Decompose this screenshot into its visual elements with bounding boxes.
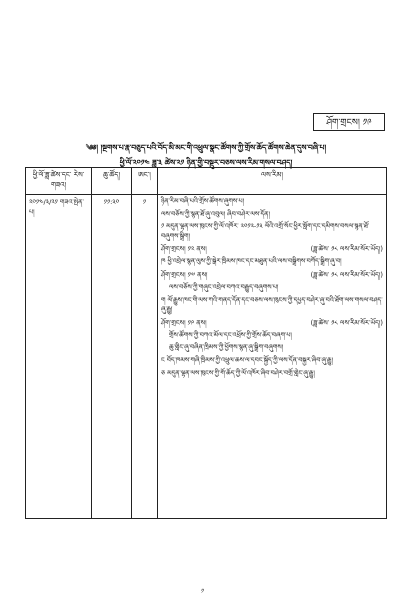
footer-page-number: ༡ [201, 588, 204, 595]
table-row [26, 195, 387, 519]
agenda-cell [158, 195, 387, 519]
agenda-subtitle: ལས་བཅོས་ཀྱི་སྙན་ཐོ་ཞུ་འབུལ། ཞིབ་བཤེར་ལས་དོན། [161, 209, 270, 218]
document-title: ༄༅། །སྔགས་པ་རྣ་བཅུད་པའི་བོད་མི་མང་གི་འཕྲུལ་སྣང་ཚོགས་ཀྱི་གྲོས་ཆོད་ཚོགས་ཆེན་དུས་བཞི་པ། [85, 143, 327, 152]
agenda-title: ཉིན་རིམ་བཞི་པའི་གྲོས་ཚོགས་ཞུགས་པ། [161, 197, 245, 205]
reference-date-1: (ཟླ་ཚེས་ ༡༨ ལས་རིམ་སོར་ཡོད།) [310, 245, 383, 254]
agenda-item-2-note: ལས་བཅོས་ཀྱི་གཞུང་འབྲེལ་བཀའ་བརྒྱུད་བཞུགས་པ། [169, 282, 279, 291]
date-cell: ༢༠༡༤/༣/༢༡ གཟའ་སྤེན་པ། [26, 195, 92, 519]
agenda-item-2: ཁ ཕྱི་འབྲེལ་སྙན་ལུས་ཀྱི་སྒེར་ཁྲིམས་ཁང་དང་མཐུན་པའི་ལས་བསྒྲིགས་བཀོད་སྒྲིག་ཞུ་བ། [161, 257, 342, 266]
table-header-row [26, 168, 387, 195]
reference-page-3: ཤོག་གྲངས། ༡༩ ནས། [161, 318, 207, 327]
agenda-item-5: ཅ མདུན་ལྷན་ལས་ཁུངས་ཀྱི་གོ་ཆོད་ཀྱི་ལོ་འཁོར་ཞིབ་བཤེར་བགྲོ་གླེང་ཞུ་རྒྱུ། [161, 368, 315, 377]
header-agenda: ལས་རིམ། [158, 168, 387, 195]
reference-line-2 [161, 270, 383, 280]
agenda-item-4: ང བོད་ཁམས་གཞི་ཁྲིམས་ཀྱི་འཕྲུལ་ཆས་ལ་དབང་སྐྱོད་ཀྱི་ལས་དོན་བསྐྱར་ཞིབ་ཞུ་རྒྱུ། [161, 355, 333, 364]
reference-line-3 [161, 318, 383, 328]
agenda-table [25, 167, 387, 519]
reference-page-1: ཤོག་གྲངས། ༡༢ ནས། [161, 245, 207, 254]
header-time: ཆུ་ཚོད། [92, 168, 132, 195]
agenda-item-3-note-1: གྲོས་ཚོགས་ཀྱི་བཀའ་མོལ་དང་འཕྲོས་ཀྱི་གྲོས་ཆོད་བཞག་པ། [169, 330, 292, 339]
document-subtitle: ཕྱི་ལོ་༢༠༡༤ ཟླ་༣ ཚེས་༢༡ ཉིན་གྱི་བསྡུར་བཅས་ལས་རིམ་གསལ་བཤད། [119, 158, 293, 167]
agenda-item-3-note-2: ཆུ་གླིང་ཞུ་བཞིན་ཁྲིམས་ཀྱི་ཕྱོགས་སྙན་ཞུ་སྒྲིག་བཞུགས། [169, 343, 284, 352]
time-cell: ༡༡:༣༠ [92, 195, 132, 519]
agenda-item-1: ༡ མདུན་ལྷན་ལས་ཁུངས་ཀྱི་ལོ་འཁོར་ ༢༠༡༢-༡༣ ལོའི་འགྲོ་སོང་ཕྱིར་སློག་དང་དམིགས་བསལ་སྙན་ཐོ་བཞུགས་སྒྲིག། [161, 222, 370, 240]
reference-date-2: (ཟླ་ཚེས་ ༡༨ ལས་རིམ་སོར་ཡོད།) [310, 270, 383, 279]
number-cell: ༡ [132, 195, 158, 519]
reference-date-3: (ཟླ་ཚེས་ ༡༨ ལས་རིམ་སོར་ཡོད།) [310, 318, 383, 327]
header-number: ཨང་། [132, 168, 158, 195]
header-date: ཕྱི་ལོ་ཟླ་ཚེས་དང་ རེས་གཟའ། [26, 168, 92, 195]
agenda-item-3: ག ལོ་རྒྱུས་ཁང་གི་ལས་ཀའི་གནད་དོན་དང་བཅས་ལས་ཁུངས་ཀྱི་དཔྱད་བཤེར་ཞུ་བའི་ཐོག་ལས་གསལ་བཤད་ཞུ་རྒྱུ། [161, 295, 383, 314]
reference-line-1 [161, 244, 383, 254]
reference-page-2: ཤོག་གྲངས། ༡༧ ནས། [161, 270, 208, 279]
page-number-box: ཤོག་གྲངས། ༡༩ [313, 113, 385, 131]
